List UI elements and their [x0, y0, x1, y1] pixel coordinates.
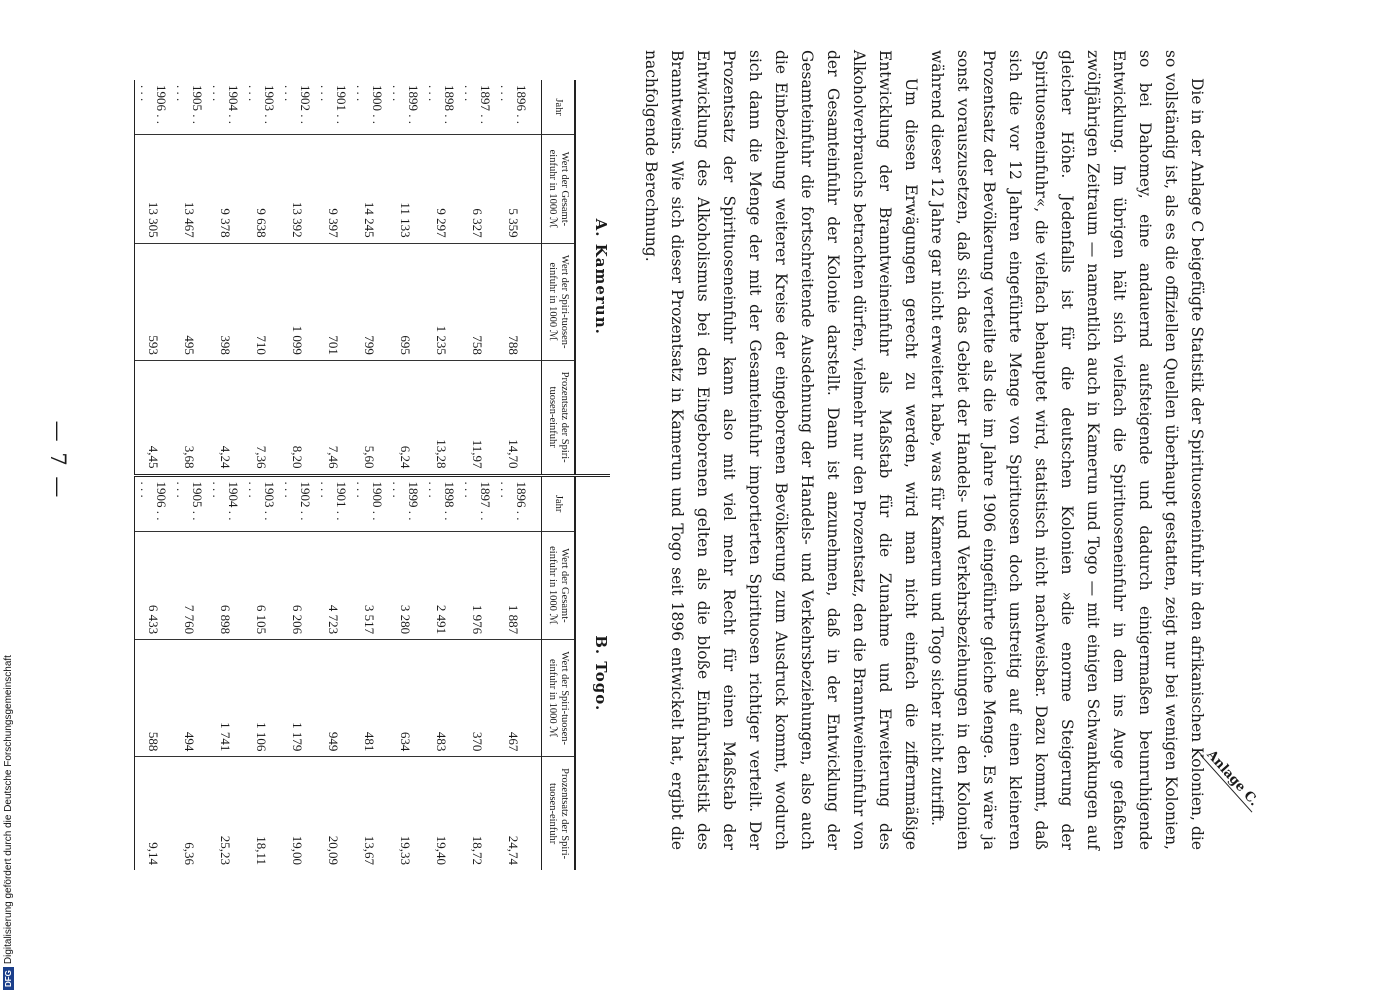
cell-total: 1 976	[459, 531, 495, 639]
cell-total: 13 392	[279, 135, 315, 243]
table-row	[459, 477, 495, 871]
cell-spirits: 1 106	[243, 640, 279, 757]
table-row	[495, 80, 542, 474]
body-text	[638, 50, 1210, 850]
cell-percent: 18,72	[470, 835, 485, 865]
cell-year: 1899 . . . . .	[387, 80, 423, 135]
table-title-kamerun: A. Kamerun.	[592, 218, 610, 335]
table-row	[135, 80, 172, 474]
cell-total: 9 397	[315, 135, 351, 243]
cell-percent: 18,11	[254, 836, 269, 865]
cell-year: 1899 . . . . .	[387, 477, 423, 532]
cell-total: 9 378	[207, 135, 243, 243]
table-row	[207, 477, 243, 871]
cell-year: 1898 . . . . .	[423, 80, 459, 135]
table-row	[351, 80, 387, 474]
cell-spirits: 467	[495, 640, 542, 757]
table-title-togo: B. Togo.	[592, 635, 610, 712]
header-total: Wert der Gesamt-einfuhr in 1000 ℳ	[542, 531, 576, 639]
table-row	[315, 477, 351, 871]
cell-total: 9 297	[423, 135, 459, 243]
cell-percent: 19,00	[290, 835, 305, 865]
cell-percent: 19,40	[434, 835, 449, 865]
cell-total: 6 898	[207, 531, 243, 639]
cell-total: 6 327	[459, 135, 495, 243]
cell-total: 1 887	[495, 531, 542, 639]
cell-percent: 19,33	[398, 835, 413, 865]
cell-spirits: 1 235	[423, 243, 459, 360]
header-total: Wert der Gesamt-einfuhr in 1000 ℳ	[542, 135, 576, 243]
cell-total: 9 638	[243, 135, 279, 243]
cell-year: 1897 . . . . .	[459, 477, 495, 532]
table-row	[387, 477, 423, 871]
cell-total: 6 105	[243, 531, 279, 639]
cell-year: 1898 . . . . .	[423, 477, 459, 532]
cell-percent: 8,20	[290, 445, 305, 469]
cell-year: 1906 . . . . .	[135, 477, 172, 532]
cell-total: 6 433	[135, 531, 172, 639]
header-spirits: Wert der Spiri-tuosen-einfuhr in 1000 ℳ	[542, 243, 576, 360]
cell-percent: 6,24	[398, 445, 413, 469]
cell-percent: 3,68	[182, 445, 197, 469]
cell-year: 1902 . . . . .	[279, 80, 315, 135]
header-percent: Prozentsatz der Spiri-tuosen-einfuhr	[542, 360, 576, 473]
table-row	[243, 477, 279, 871]
cell-year: 1900 . . . . .	[351, 80, 387, 135]
cell-total: 3 517	[351, 531, 387, 639]
cell-year: 1903 . . . . .	[243, 477, 279, 532]
cell-year: 1906 . . . . .	[135, 80, 172, 135]
paragraph-2: Um diesen Erwägungen gerecht zu werden, wird man nicht einfach die ziffernmäßige Entwicklung der Branntweineinfuhr als Maßstab für die Zunahme und Erweiterung des Alkoholverbrauchs betrachten dürfen, vielmehr nur den Prozentsatz, den die Branntweineinfuhr von der Gesamteinfuhr der Kolonie darstellt. Dann ist anzunehmen, daß in der Entwicklung der Gesamteinfuhr die fortschreitende Ausdehnung der Handels- und Verkehrsbeziehungen, also auch die Einbeziehung weiterer Kreise der eingeborenen Bevölkerung zum Ausdruck kommt, wodurch sich dann die Menge der mit der Gesamteinfuhr importierten Spirituosen richtiger verteilt. Der Prozentsatz der Spirituoseneinfuhr kann also mit viel mehr Recht für einen Maßstab der Entwicklung des Alkoholismus bei den Eingeborenen gelten als die bloße Einfuhrstatistik des Branntweins. Wie sich dieser Prozentsatz in Kamerun und Togo seit 1896 entwickelt hat, ergibt die nachfolgende Berechnung.	[642, 50, 920, 850]
table-row	[351, 477, 387, 871]
cell-percent: 7,46	[326, 445, 341, 469]
cell-spirits: 799	[351, 243, 387, 360]
cell-total: 14 245	[351, 135, 387, 243]
cell-percent: 4,45	[135, 360, 172, 473]
cell-percent: 24,74	[506, 835, 521, 865]
header-percent: Prozentsatz der Spiri-tuosen-einfuhr	[542, 757, 576, 870]
credit-text: Digitalisierung gefördert durch die Deutsche Forschungsgemeinschaft	[3, 655, 14, 965]
table-row	[279, 477, 315, 871]
cell-year: 1897 . . . . .	[459, 80, 495, 135]
cell-total: 6 206	[279, 531, 315, 639]
statistics-tables	[134, 80, 610, 870]
cell-spirits: 483	[423, 640, 459, 757]
table-togo	[134, 474, 610, 871]
cell-year: 1904 . . . . .	[207, 477, 243, 532]
kamerun-table-body	[135, 80, 542, 474]
table-row	[423, 80, 459, 474]
dfg-logo: DFG	[3, 967, 14, 990]
cell-percent: 5,60	[362, 445, 377, 469]
cell-total: 7 760	[171, 531, 207, 639]
cell-total: 4 723	[315, 531, 351, 639]
header-year: Jahr	[542, 80, 576, 135]
page-number: — 7 —	[46, 420, 70, 500]
table-row	[171, 477, 207, 871]
cell-spirits: 398	[207, 243, 243, 360]
cell-year: 1900 . . . . .	[351, 477, 387, 532]
cell-percent: 20,09	[326, 835, 341, 865]
cell-spirits: 701	[315, 243, 351, 360]
cell-percent: 13,67	[362, 835, 377, 865]
paragraph-1: Die in der Anlage C beigefügte Statistik der Spirituoseneinfuhr in den afrikanischen Kolonien, die so vollständig ist, als es die offiziellen Quellen überhaupt gestatten, zeigt nur bei wenigen Kolonien, so bei Dahomey, eine andauernd aufsteigende und dadurch einigermaßen beunruhigende Entwicklung. Im übrigen hält sich vielfach die Spirituoseneinfuhr in dem ins Auge gefaßten zwölfjährigen Zeitraum — namentlich auch in Kamerun und Togo — mit einigen Schwankungen auf gleicher Höhe. Jedenfalls ist für die deutschen Kolonien »die enorme Steigerung der Spirituoseneinfuhr«, die vielfach behauptet wird, statistisch nicht nachweisbar. Dazu kommt, daß sich die vor 12 Jahren eingeführte Menge von Spirituosen doch unstreitig auf einen kleineren Prozentsatz der Bevölkerung verteilte als die im Jahre 1906 eingeführte gleiche Menge. Es wäre ja sonst vorauszusetzen, daß sich das Gebiet der Handels- und Verkehrsbeziehungen in den Kolonien während dieser 12 Jahre gar nicht erweitert habe, was für Kamerun und Togo sicher nicht zutrifft.	[928, 50, 1206, 850]
cell-spirits: 710	[243, 243, 279, 360]
cell-year: 1896 . . . . .	[495, 80, 542, 135]
cell-year: 1904 . . . . .	[207, 80, 243, 135]
cell-percent: 6,36	[182, 842, 197, 865]
cell-spirits: 494	[171, 640, 207, 757]
cell-year: 1905 . . . . .	[171, 477, 207, 532]
cell-total: 13 305	[135, 135, 172, 243]
cell-percent: 4,24	[218, 445, 233, 469]
table-row	[135, 477, 172, 871]
table-kamerun	[134, 80, 610, 474]
cell-spirits: 695	[387, 243, 423, 360]
cell-spirits: 588	[135, 640, 172, 757]
cell-percent: 7,36	[254, 445, 269, 469]
rotated-document-page	[0, 20, 1262, 900]
cell-percent: 11,97	[470, 439, 485, 469]
header-year: Jahr	[542, 477, 576, 532]
table-row	[315, 80, 351, 474]
cell-spirits: 481	[351, 640, 387, 757]
cell-spirits: 949	[315, 640, 351, 757]
table-row	[459, 80, 495, 474]
table-row	[387, 80, 423, 474]
cell-year: 1896 . . . . .	[495, 477, 542, 532]
cell-year: 1901 . . . . .	[315, 80, 351, 135]
anlage-marginal-note: Anlage C.	[1200, 745, 1264, 813]
cell-spirits: 1 179	[279, 640, 315, 757]
table-row	[207, 80, 243, 474]
table-row	[171, 80, 207, 474]
table-row	[495, 477, 542, 871]
cell-spirits: 495	[171, 243, 207, 360]
togo-table-body	[135, 477, 542, 871]
cell-year: 1902 . . . . .	[279, 477, 315, 532]
cell-percent: 14,70	[506, 439, 521, 469]
cell-year: 1903 . . . . .	[243, 80, 279, 135]
cell-total: 2 491	[423, 531, 459, 639]
cell-spirits: 370	[459, 640, 495, 757]
cell-spirits: 758	[459, 243, 495, 360]
cell-spirits: 1 099	[279, 243, 315, 360]
digitization-credit	[3, 655, 14, 990]
cell-year: 1905 . . . . .	[171, 80, 207, 135]
kamerun-table	[134, 80, 576, 474]
cell-percent: 9,14	[135, 757, 172, 870]
header-spirits: Wert der Spiri-tuosen-einfuhr in 1000 ℳ	[542, 640, 576, 757]
cell-percent: 13,28	[434, 439, 449, 469]
cell-spirits: 1 741	[207, 640, 243, 757]
table-row	[423, 477, 459, 871]
cell-spirits: 788	[495, 243, 542, 360]
cell-year: 1901 . . . . .	[315, 477, 351, 532]
table-row	[279, 80, 315, 474]
cell-total: 3 280	[387, 531, 423, 639]
cell-percent: 25,23	[218, 835, 233, 865]
table-row	[243, 80, 279, 474]
cell-spirits: 593	[135, 243, 172, 360]
cell-total: 5 359	[495, 135, 542, 243]
togo-table	[134, 477, 576, 871]
cell-total: 13 467	[171, 135, 207, 243]
cell-total: 11 133	[387, 135, 423, 243]
cell-spirits: 634	[387, 640, 423, 757]
